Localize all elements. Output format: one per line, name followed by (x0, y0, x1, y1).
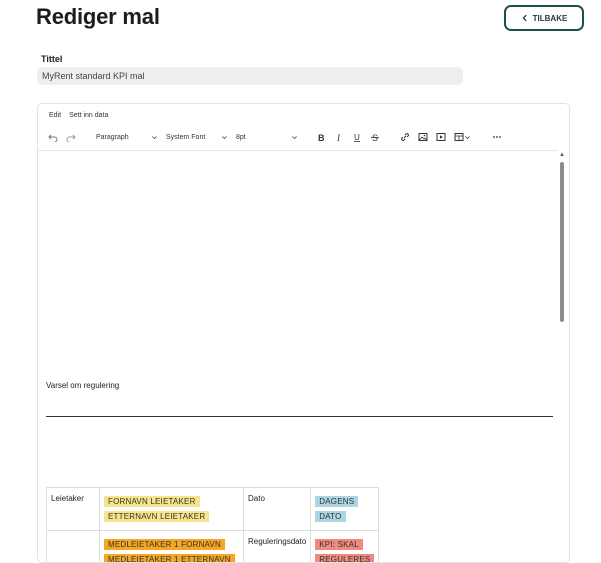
bold-icon (316, 132, 326, 142)
italic-button[interactable] (334, 126, 344, 148)
table-row (47, 531, 379, 563)
table-icon (454, 132, 464, 142)
more-button[interactable] (492, 126, 502, 148)
back-button[interactable] (504, 5, 584, 31)
back-button-label: TILBAKE (533, 14, 568, 23)
redo-button[interactable] (66, 126, 76, 148)
merge-field-tag[interactable]: MEDLEIETAKER 1 FORNAVN MEDLEIETAKER 1 ETTERNAVN (104, 539, 235, 563)
font-family-value: System Font (166, 134, 205, 141)
underline-icon (352, 132, 362, 142)
chevron-down-icon (151, 134, 158, 141)
page-title: Rediger mal (36, 4, 160, 30)
svg-text:B: B (318, 133, 325, 142)
svg-text:S: S (372, 133, 378, 142)
table-cell-label (47, 531, 100, 563)
media-button[interactable] (436, 126, 446, 148)
image-button[interactable] (418, 126, 428, 148)
table-cell-label: Dato (244, 488, 311, 531)
horizontal-rule (46, 416, 553, 417)
editor-menubar (49, 112, 108, 119)
table-cell-label: Leietaker (47, 488, 100, 531)
table-cell-label: Reguleringsdato (244, 531, 311, 563)
editor-content-area[interactable] (38, 150, 558, 563)
scroll-thumb[interactable] (560, 162, 564, 322)
tenant-info-table (46, 487, 379, 563)
table-cell-value (311, 488, 379, 531)
link-button[interactable] (400, 126, 410, 148)
scroll-up-arrow-icon[interactable]: ▲ (559, 152, 565, 158)
chevron-down-icon (464, 134, 471, 141)
chevron-down-icon (221, 134, 228, 141)
menu-insert-data[interactable]: Sett inn data (69, 112, 108, 119)
chevron-left-icon (521, 14, 529, 22)
merge-field-tag[interactable]: KPI: SKAL REGULERES (315, 539, 374, 563)
video-icon (436, 132, 446, 142)
strikethrough-icon (370, 132, 380, 142)
bold-button[interactable] (316, 126, 326, 148)
font-size-select[interactable] (236, 126, 298, 148)
table-cell-value (311, 531, 379, 563)
svg-text:U: U (354, 133, 360, 142)
table-cell-value (100, 488, 244, 531)
redo-icon (66, 132, 76, 142)
editor-toolbar (38, 126, 569, 148)
strikethrough-button[interactable] (370, 126, 380, 148)
chevron-down-icon (291, 134, 298, 141)
undo-icon (48, 132, 58, 142)
block-format-value: Paragraph (96, 134, 129, 141)
italic-icon (334, 132, 344, 142)
undo-button[interactable] (48, 126, 58, 148)
table-cell-value (100, 531, 244, 563)
title-input[interactable] (37, 67, 463, 85)
rich-text-editor (37, 103, 570, 563)
title-field-label: Tittel (41, 54, 62, 64)
more-horizontal-icon (492, 132, 502, 142)
table-row (47, 488, 379, 531)
notice-heading: Varsel om regulering (46, 381, 119, 390)
svg-text:I: I (336, 133, 341, 142)
font-family-select[interactable] (166, 126, 228, 148)
menu-edit[interactable]: Edit (49, 112, 61, 119)
font-size-value: 8pt (236, 134, 246, 141)
merge-field-tag[interactable]: DAGENS DATO (315, 496, 358, 522)
table-button[interactable] (454, 126, 471, 148)
block-format-select[interactable] (96, 126, 158, 148)
image-icon (418, 132, 428, 142)
underline-button[interactable] (352, 126, 362, 148)
link-icon (400, 132, 410, 142)
merge-field-tag[interactable]: FORNAVN LEIETAKER ETTERNAVN LEIETAKER (104, 496, 209, 522)
editor-scrollbar[interactable] (559, 152, 565, 552)
